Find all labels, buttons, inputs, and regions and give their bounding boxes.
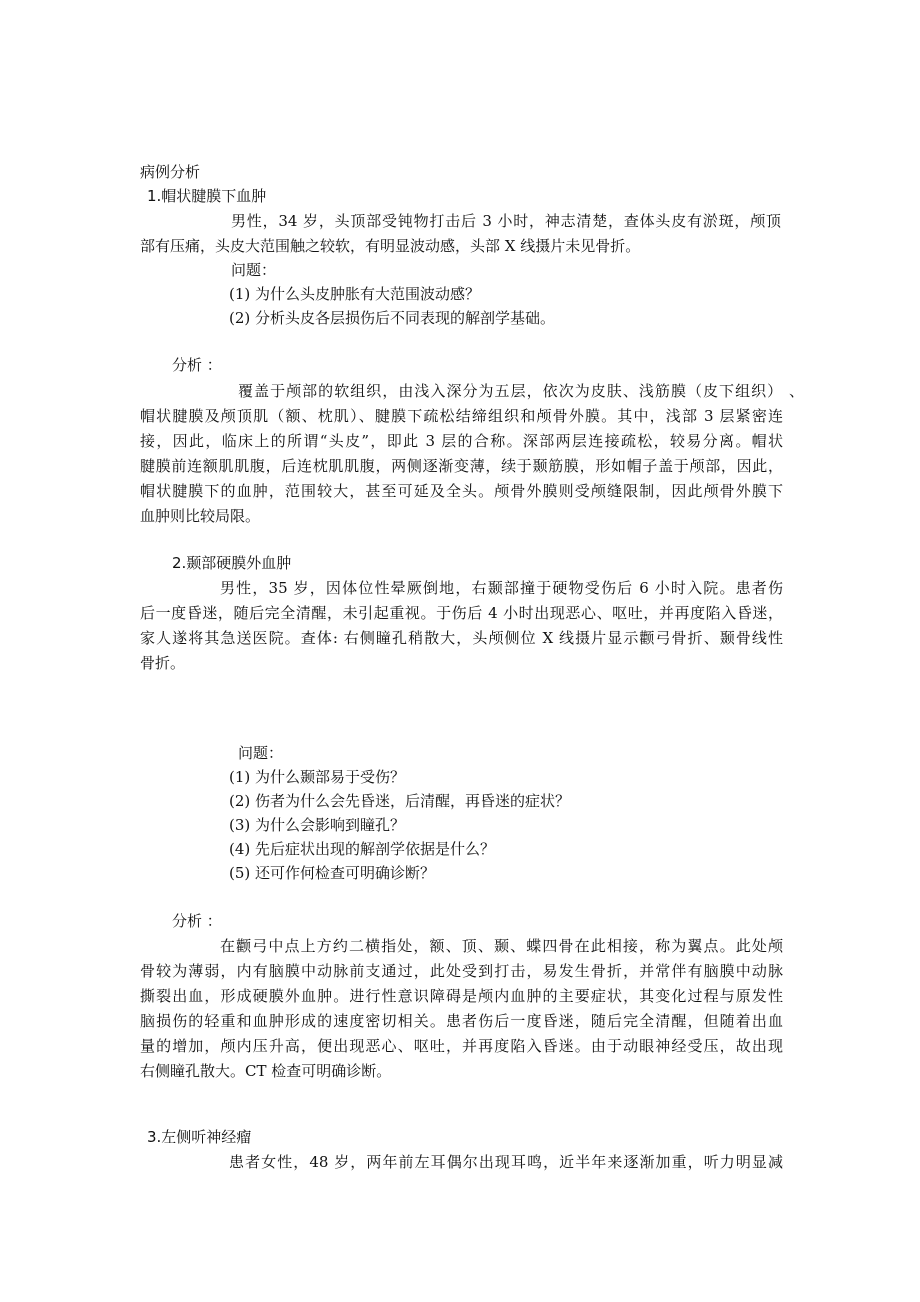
- document-title: 病例分析: [140, 163, 201, 181]
- case1-questions-label: 问题：: [231, 261, 277, 279]
- case2-analysis-line: 量的增加，颅内压升高，便出现恶心、呕吐，并再度陷入昏迷。由于动眼神经受压，故出现: [140, 1037, 783, 1055]
- case2-question: (1) 为什么颞部易于受伤？: [229, 768, 406, 786]
- case1-analysis-line: 腱膜前连额肌肌腹，后连枕肌肌腹，两侧逐渐变薄，续于颞筋膜，形如帽子盖于颅部，因此，: [140, 457, 783, 475]
- case3-description-line: 患者女性，48 岁，两年前左耳偶尔出现耳鸣，近半年来逐渐加重，听力明显减: [229, 1153, 783, 1171]
- case2-analysis-line: 撕裂出血，形成硬膜外血肿。进行性意识障碍是颅内血肿的主要症状，其变化过程与原发性: [140, 987, 783, 1005]
- case2-analysis-line: 骨较为薄弱，内有脑膜中动脉前支通过，此处受到打击，易发生骨折，并常伴有脑膜中动脉: [140, 962, 783, 980]
- case1-analysis-line: 接，因此，临床上的所谓“头皮”，即此 3 层的合称。深部两层连接疏松，较易分离。帽状: [140, 432, 783, 450]
- case1-heading: 1.帽状腱膜下血肿: [147, 187, 267, 205]
- case2-question: (2) 伤者为什么会先昏迷，后清醒，再昏迷的症状？: [229, 792, 571, 810]
- case2-analysis-line: 在颧弓中点上方约二横指处，额、顶、颞、蝶四骨在此相接，称为翼点。此处颅: [220, 937, 783, 955]
- case2-description-line: 家人遂将其急送医院。查体: 右侧瞳孔稍散大，头颅侧位 X 线摄片显示颧弓骨折、颞骨线性: [140, 629, 783, 647]
- case1-question: (1) 为什么头皮肿胀有大范围波动感？: [229, 285, 481, 303]
- case2-question: (5) 还可作何检查可明确诊断？: [229, 864, 436, 882]
- case1-analysis-line: 覆盖于颅部的软组织，由浅入深分为五层，依次为皮肤、浅筋膜（皮下组织） 、: [238, 382, 804, 400]
- case2-heading: 2.颞部硬膜外血肿: [172, 554, 292, 572]
- case2-questions-label: 问题：: [238, 744, 284, 762]
- case2-question: (4) 先后症状出现的解剖学依据是什么？: [229, 840, 496, 858]
- case1-description-line: 男性，34 岁，头顶部受钝物打击后 3 小时，神志清楚，查体头皮有淤斑，颅顶: [231, 212, 781, 230]
- case1-analysis-line: 帽状腱膜下的血肿，范围较大，甚至可延及全头。颅骨外膜则受颅缝限制，因此颅骨外膜下: [140, 482, 783, 500]
- case2-question: (3) 为什么会影响到瞳孔？: [229, 816, 406, 834]
- case1-analysis-line: 血肿则比较局限。: [140, 507, 261, 525]
- case3-heading: 3.左侧听神经瘤: [147, 1128, 252, 1146]
- case2-analysis-line: 右侧瞳孔散大。CT 检查可明确诊断。: [140, 1062, 392, 1080]
- case2-analysis-line: 脑损伤的轻重和血肿形成的速度密切相关。患者伤后一度昏迷，随后完全清醒，但随着出血: [140, 1012, 783, 1030]
- case2-description-line: 骨折。: [140, 654, 186, 672]
- case2-description-line: 后一度昏迷，随后完全清醒，未引起重视。于伤后 4 小时出现恶心、呕吐，并再度陷入昏迷，: [140, 604, 783, 622]
- case1-analysis-label: 分析 ：: [172, 356, 222, 374]
- case2-description-line: 男性，35 岁，因体位性晕厥倒地，右颞部撞于硬物受伤后 6 小时入院。患者伤: [220, 579, 783, 597]
- case1-description-line: 部有压痛，头皮大范围触之较软，有明显波动感，头部 X 线摄片未见骨折。: [140, 237, 641, 255]
- case1-question: (2) 分析头皮各层损伤后不同表现的解剖学基础。: [229, 309, 556, 327]
- case2-analysis-label: 分析 ：: [172, 912, 222, 930]
- case1-analysis-line: 帽状腱膜及颅顶肌（额、枕肌）、腱膜下疏松结缔组织和颅骨外膜。其中，浅部 3 层紧密连: [140, 407, 783, 425]
